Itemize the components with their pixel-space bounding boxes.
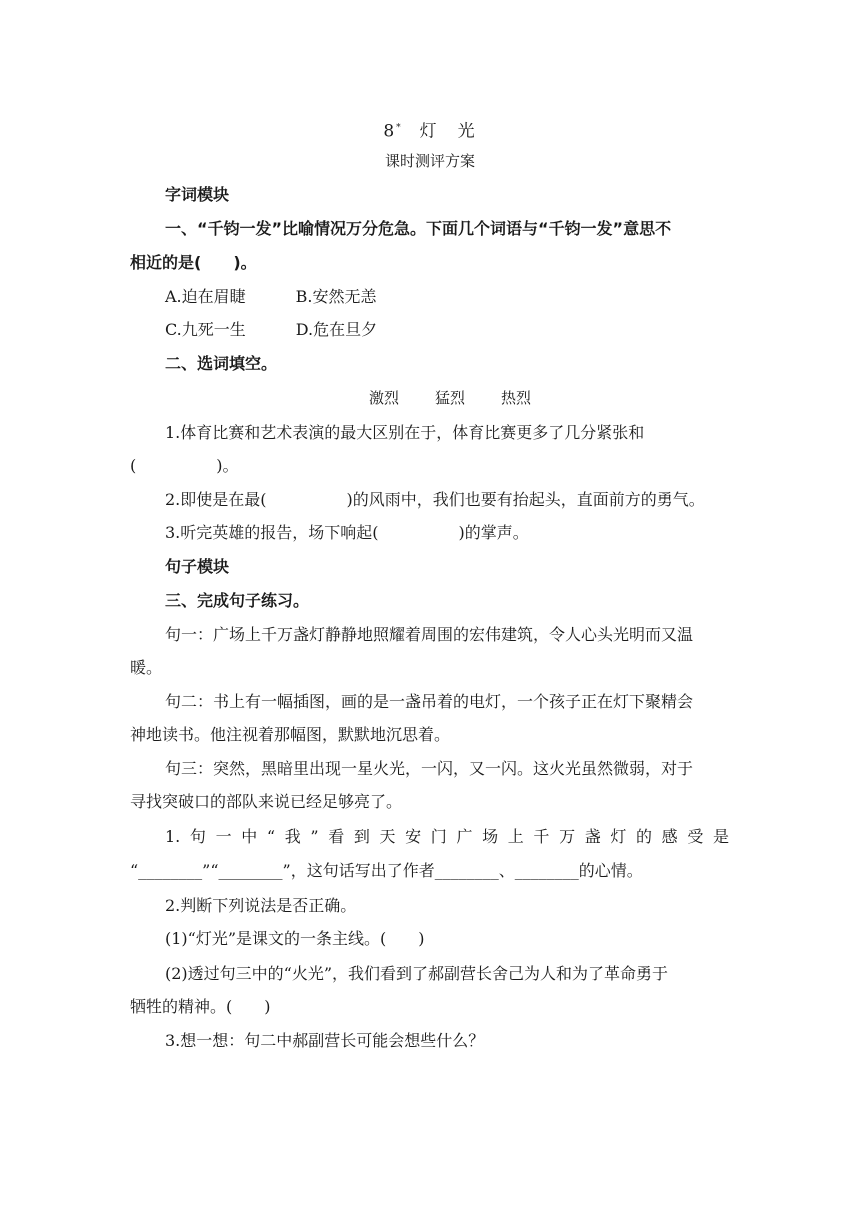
word-bank: [0, 387, 860, 409]
subquestion-2-item-2-line-2: 牺牲的精神。( ): [130, 997, 271, 1016]
subquestion-2-item-1: (1)“灯光”是课文的一条主线。( ): [165, 929, 425, 948]
options-row-1: [0, 286, 860, 308]
sentence-2-line-1: 句二：书上有一幅插图，画的是一盏吊着的电灯，一个孩子正在灯下聚精会: [165, 692, 694, 711]
lesson-mark: *: [396, 123, 401, 133]
fill-3: 3.听完英雄的报告，场下响起( )的掌声。: [165, 523, 529, 542]
option-c: C.九死一生: [165, 320, 246, 339]
word-bank-item: 热烈: [501, 389, 532, 407]
sentence-2-line-2: 神地读书。他注视着那幅图，默默地沉思着。: [130, 725, 451, 744]
word-bank-item: 激烈: [368, 389, 399, 407]
subquestion-2-item-2-line-1: (2)透过句三中的“火光”，我们看到了郝副营长舍己为人和为了革命勇于: [165, 964, 669, 983]
option-a: A.迫在眉睫: [165, 287, 246, 306]
option-b: B.安然无恙: [295, 287, 377, 306]
subquestion-1-line-2: “________”“________”，这句话写出了作者________、________的心情。: [130, 861, 643, 880]
subquestion-1-line-1: 1.句一中“我”看到天安门广场上千万盏灯的感受是: [165, 827, 729, 846]
fill-1-line-2: ( )。: [130, 456, 239, 475]
subquestion-3: 3.想一想：句二中郝副营长可能会想些什么？: [165, 1031, 485, 1050]
subquestion-2: 2.判断下列说法是否正确。: [165, 896, 357, 915]
lesson-title-text: 灯 光: [419, 121, 477, 142]
module-heading-words: 字词模块: [165, 185, 230, 204]
options-row-2: [0, 319, 860, 341]
module-heading-sentences: 句子模块: [165, 557, 230, 576]
question-1-line-2: 相近的是( )。: [130, 253, 257, 272]
fill-1-line-1: 1.体育比赛和艺术表演的最大区别在于，体育比赛更多了几分紧张和: [165, 423, 645, 442]
question-2-heading: 二、选词填空。: [165, 354, 278, 373]
fill-2: 2.即使是在最( )的风雨中，我们也要有抬起头，直面前方的勇气。: [165, 490, 705, 509]
page-subtitle: 课时测评方案: [384, 152, 475, 170]
word-bank-item: 猛烈: [434, 389, 465, 407]
question-1-line-1: 一、“千钧一发”比喻情况万分危急。下面几个词语与“千钧一发”意思不: [165, 219, 672, 238]
sentence-1-line-1: 句一：广场上千万盏灯静静地照耀着周围的宏伟建筑，令人心头光明而又温: [165, 625, 694, 644]
question-3-heading: 三、完成句子练习。: [165, 591, 310, 610]
lesson-number: 8: [383, 121, 397, 142]
sentence-3-line-1: 句三：突然，黑暗里出现一星火光，一闪，又一闪。这火光虽然微弱，对于: [165, 759, 694, 778]
option-d: D.危在旦夕: [295, 320, 378, 339]
lesson-title: [0, 117, 860, 143]
sentence-3-line-2: 寻找突破口的部队来说已经足够亮了。: [130, 792, 403, 811]
sentence-1-line-2: 暖。: [130, 658, 163, 677]
